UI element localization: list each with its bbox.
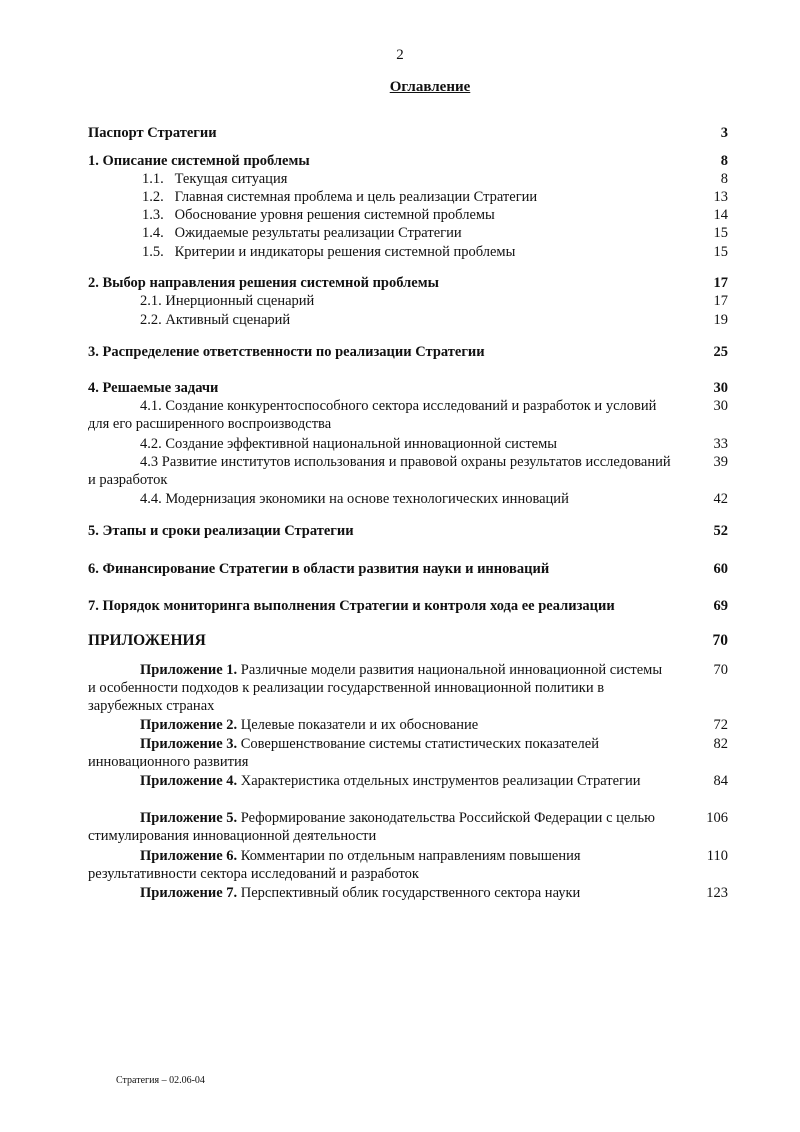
toc-subentry-label: 4.3 Развитие институтов использования и правовой охраны результатов исследований и разработок: [88, 454, 671, 488]
toc-entry-page: 33: [713, 436, 728, 452]
toc-subentry-label: 2.2. Активный сценарий: [140, 312, 291, 328]
appendix-label: Совершенствование системы статистических показателей инновационного развития: [88, 736, 599, 770]
toc-subentry-label: 4.1. Создание конкурентоспособного сектора исследований и разработок и условий для его расширенного воспроизводства: [88, 398, 657, 432]
toc-entry-page: 13: [713, 189, 728, 205]
toc-entry-page: 15: [713, 244, 728, 260]
toc-entry-section-1[interactable]: [88, 152, 728, 170]
toc-entry-appendices[interactable]: [88, 632, 728, 650]
toc-entry-page: 8: [720, 171, 728, 187]
toc-entry-label: 3. Распределение ответственности по реализации Стратегии: [88, 344, 485, 360]
toc-subentry-number: 1.1.: [142, 171, 164, 187]
toc-entry-page: 42: [713, 491, 728, 507]
toc-entry-label: 6. Финансирование Стратегии в области развития науки и инноваций: [88, 561, 550, 577]
toc-subentry-label: 2.1. Инерционный сценарий: [140, 293, 315, 309]
toc-entry-page: 17: [713, 293, 728, 309]
toc-subentry[interactable]: [88, 224, 728, 242]
appendix-label: Перспективный облик государственного сектора науки: [240, 885, 581, 901]
toc-subentry[interactable]: [88, 453, 728, 489]
appendix-title: Приложение 3.: [140, 736, 238, 752]
toc-entry-passport[interactable]: [88, 124, 728, 142]
toc-entry-label: 4. Решаемые задачи: [88, 380, 219, 396]
toc-entry-page: 84: [713, 773, 728, 789]
toc-entry-label: 7. Порядок мониторинга выполнения Стратегии и контроля хода ее реализации: [88, 598, 615, 614]
toc-subentry-label: Критерии и индикаторы решения системной проблемы: [174, 244, 516, 260]
toc-entry-page: 30: [713, 380, 728, 396]
appendix-title: Приложение 5.: [140, 810, 238, 826]
toc-entry-label: 5. Этапы и сроки реализации Стратегии: [88, 523, 354, 539]
appendix-title: Приложение 4.: [140, 773, 238, 789]
toc-entry-label: 2. Выбор направления решения системной проблемы: [88, 275, 439, 291]
appendix-title: Приложение 1.: [140, 662, 238, 678]
toc-entry-page: 106: [706, 810, 728, 826]
toc-subentry[interactable]: [88, 397, 728, 433]
appendix-label: Целевые показатели и их обоснование: [240, 717, 479, 733]
toc-entry-page: 14: [713, 207, 728, 223]
toc-entry-page: 110: [706, 848, 728, 864]
toc-subentry[interactable]: [88, 292, 728, 310]
toc-entry-label: Паспорт Стратегии: [88, 125, 217, 141]
toc-subentry[interactable]: [88, 490, 728, 508]
toc-subentry-label: Главная системная проблема и цель реализации Стратегии: [174, 189, 538, 205]
toc-entry-page: 3: [720, 125, 728, 141]
toc-entry-page: 39: [713, 454, 728, 470]
appendix-label: Характеристика отдельных инструментов реализации Стратегии: [240, 773, 641, 789]
page-number: 2: [396, 47, 404, 63]
toc-subentry[interactable]: [88, 170, 728, 188]
toc-entry-page: 17: [713, 275, 728, 291]
toc-subentry[interactable]: [88, 435, 728, 453]
toc-entry-section-5[interactable]: [88, 522, 728, 540]
toc-entry-page: 15: [713, 225, 728, 241]
toc-entry-page: 69: [713, 598, 728, 614]
appendix-label: Комментарии по отдельным направлениям повышения результативности сектора исследований и разработок: [88, 848, 581, 882]
toc-entry-label: 1. Описание системной проблемы: [88, 153, 310, 169]
toc-subentry-number: 1.2.: [142, 189, 164, 205]
appendix-label: Различные модели развития национальной инновационной системы и особенности подходов к реализации государственной инновационной политики в зарубежных странах: [88, 662, 663, 714]
toc-subentry-label: 4.2. Создание эффективной национальной инновационной системы: [140, 436, 558, 452]
toc-entry-section-7[interactable]: [88, 597, 728, 615]
toc-entry-section-4[interactable]: [88, 379, 728, 397]
toc-entry-page: 60: [713, 561, 728, 577]
toc-appendix-entry[interactable]: [88, 884, 728, 902]
appendix-title: Приложение 2.: [140, 717, 238, 733]
toc-entry-section-2[interactable]: [88, 274, 728, 292]
toc-appendix-entry[interactable]: [88, 809, 728, 845]
page-footer: Стратегия – 02.06-04: [116, 1075, 205, 1086]
toc-subentry[interactable]: [88, 188, 728, 206]
toc-entry-page: 82: [713, 736, 728, 752]
toc-subentry-label: Обоснование уровня решения системной проблемы: [174, 207, 495, 223]
toc-appendix-entry[interactable]: [88, 661, 728, 715]
toc-entry-label: ПРИЛОЖЕНИЯ: [88, 632, 206, 649]
toc-appendix-entry[interactable]: [88, 772, 728, 790]
toc-heading: Оглавление: [389, 79, 471, 95]
appendix-label: Реформирование законодательства Российской Федерации с целью стимулирования инновационной деятельности: [88, 810, 656, 844]
toc-entry-page: 123: [706, 885, 728, 901]
toc-entry-page: 25: [713, 344, 728, 360]
toc-entry-page: 19: [713, 312, 728, 328]
toc-entry-section-3[interactable]: [88, 343, 728, 361]
toc-entry-page: 70: [712, 632, 728, 649]
toc-entry-page: 30: [713, 398, 728, 414]
toc-appendix-entry[interactable]: [88, 735, 728, 771]
toc-subentry-label: Текущая ситуация: [174, 171, 288, 187]
toc-appendix-entry[interactable]: [88, 847, 728, 883]
toc-subentry[interactable]: [88, 243, 728, 261]
toc-entry-page: 70: [713, 662, 728, 678]
toc-entry-page: 8: [720, 153, 728, 169]
toc-subentry[interactable]: [88, 311, 728, 329]
toc-subentry-number: 1.4.: [142, 225, 164, 241]
toc-subentry-label: 4.4. Модернизация экономики на основе технологических инноваций: [140, 491, 569, 507]
toc-entry-page: 72: [713, 717, 728, 733]
toc-appendix-entry[interactable]: [88, 716, 728, 734]
toc-subentry-number: 1.5.: [142, 244, 164, 260]
toc-subentry-number: 1.3.: [142, 207, 164, 223]
toc-subentry-label: Ожидаемые результаты реализации Стратегии: [174, 225, 462, 241]
toc-subentry[interactable]: [88, 206, 728, 224]
toc-entry-page: 52: [713, 523, 728, 539]
appendix-title: Приложение 6.: [140, 848, 238, 864]
appendix-title: Приложение 7.: [140, 885, 238, 901]
toc-entry-section-6[interactable]: [88, 560, 728, 578]
